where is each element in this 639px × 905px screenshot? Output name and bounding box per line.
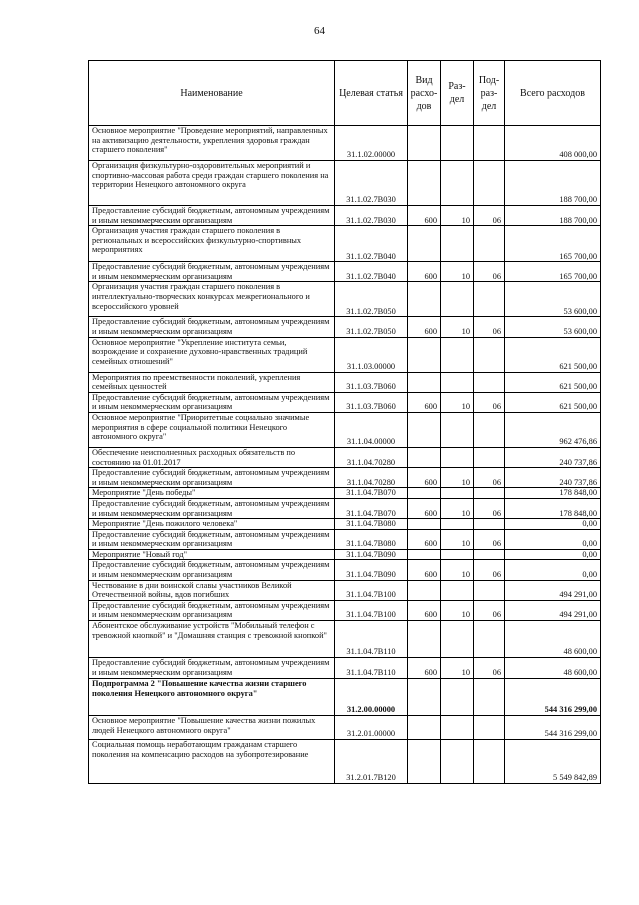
row-rashod	[408, 372, 441, 392]
row-razdel: 10	[441, 206, 474, 226]
row-rashod	[408, 488, 441, 499]
table-row	[89, 337, 601, 372]
table-row	[89, 600, 601, 620]
table-row	[89, 392, 601, 412]
row-target: 31.1.04.7В080	[335, 519, 408, 530]
row-name: Предоставление субсидий бюджетным, автономным учреждениям и иным некоммерческим организациям	[89, 658, 335, 679]
row-razdel: 10	[441, 262, 474, 282]
row-podrazdel	[474, 161, 505, 206]
row-target: 31.1.02.7В050	[335, 282, 408, 317]
row-podrazdel	[474, 126, 505, 161]
row-razdel: 10	[441, 560, 474, 580]
table-row	[89, 468, 601, 488]
row-total: 621 500,00	[505, 392, 601, 412]
row-name: Предоставление субсидий бюджетным, автономным учреждениям и иным некоммерческим организациям	[89, 262, 335, 282]
row-razdel	[441, 161, 474, 206]
row-rashod: 600	[408, 498, 441, 518]
table-row	[89, 126, 601, 161]
table-row	[89, 658, 601, 679]
row-razdel: 10	[441, 468, 474, 488]
row-podrazdel	[474, 447, 505, 467]
row-total: 188 700,00	[505, 161, 601, 206]
table-row	[89, 519, 601, 530]
table-row	[89, 206, 601, 226]
row-total: 494 291,00	[505, 600, 601, 620]
row-podrazdel: 06	[474, 600, 505, 620]
row-name: Предоставление субсидий бюджетным, автономным учреждениям и иным некоммерческим организациям	[89, 600, 335, 620]
row-name: Основное мероприятие "Повышение качества жизни пожилых людей Ненецкого автономного округа"	[89, 716, 335, 740]
row-total: 0,00	[505, 519, 601, 530]
row-name: Основное мероприятие "Приоритетные социально значимые мероприятия в сфере социальной политики Ненецкого автономного округа"	[89, 412, 335, 447]
row-total: 494 291,00	[505, 580, 601, 600]
row-target: 31.1.04.00000	[335, 412, 408, 447]
table-row	[89, 716, 601, 740]
row-target: 31.1.04.7В100	[335, 600, 408, 620]
row-rashod	[408, 549, 441, 560]
row-total: 240 737,86	[505, 468, 601, 488]
row-target: 31.2.01.00000	[335, 716, 408, 740]
row-rashod: 600	[408, 206, 441, 226]
row-name: Мероприятие "День пожилого человека"	[89, 519, 335, 530]
row-razdel	[441, 549, 474, 560]
row-razdel: 10	[441, 317, 474, 337]
row-name: Мероприятие "Новый год"	[89, 549, 335, 560]
table-row	[89, 372, 601, 392]
table-row	[89, 740, 601, 784]
row-razdel	[441, 126, 474, 161]
row-name: Организация физкультурно-оздоровительных мероприятий и спортивно-массовая работа среди граждан старшего поколения на территории Ненецкого автономного округа	[89, 161, 335, 206]
row-rashod: 600	[408, 529, 441, 549]
row-razdel: 10	[441, 600, 474, 620]
row-name: Основное мероприятие "Проведение мероприятий, направленных на активизацию деятельности, укрепления здоровья граждан старшего поколения"	[89, 126, 335, 161]
header-razdel: Раз-дел	[441, 61, 474, 126]
table-row	[89, 679, 601, 716]
row-podrazdel	[474, 337, 505, 372]
row-razdel	[441, 337, 474, 372]
row-total: 165 700,00	[505, 262, 601, 282]
row-rashod	[408, 621, 441, 658]
row-razdel: 10	[441, 658, 474, 679]
row-podrazdel	[474, 580, 505, 600]
header-podrazdel: Под-раз-дел	[474, 61, 505, 126]
row-razdel	[441, 282, 474, 317]
header-target: Целевая статья	[335, 61, 408, 126]
row-total: 48 600,00	[505, 621, 601, 658]
row-name: Организация участия граждан старшего поколения в региональных и всероссийских физкультурно-спортивных мероприятиях	[89, 226, 335, 262]
header-total: Всего расходов	[505, 61, 601, 126]
row-target: 31.1.04.70280	[335, 468, 408, 488]
row-name: Предоставление субсидий бюджетным, автономным учреждениям и иным некоммерческим организациям	[89, 317, 335, 337]
row-rashod	[408, 282, 441, 317]
row-total: 0,00	[505, 529, 601, 549]
row-podrazdel: 06	[474, 529, 505, 549]
row-razdel: 10	[441, 392, 474, 412]
row-target: 31.2.00.00000	[335, 679, 408, 716]
table-row	[89, 488, 601, 499]
row-podrazdel	[474, 621, 505, 658]
row-name: Предоставление субсидий бюджетным, автономным учреждениям и иным некоммерческим организациям	[89, 468, 335, 488]
page-number: 64	[314, 25, 325, 37]
row-rashod	[408, 226, 441, 262]
row-name: Основное мероприятие "Укрепление института семьи, возрождение и сохранение духовно-нравственных традиций семейных отношений"	[89, 337, 335, 372]
row-total: 621 500,00	[505, 337, 601, 372]
row-rashod: 600	[408, 600, 441, 620]
row-razdel	[441, 621, 474, 658]
row-podrazdel	[474, 679, 505, 716]
row-total: 178 848,00	[505, 488, 601, 499]
row-podrazdel	[474, 372, 505, 392]
row-target: 31.1.02.7В050	[335, 317, 408, 337]
table-row	[89, 447, 601, 467]
row-rashod	[408, 161, 441, 206]
row-rashod: 600	[408, 317, 441, 337]
row-target: 31.1.03.7В060	[335, 392, 408, 412]
row-podrazdel: 06	[474, 392, 505, 412]
row-name: Абонентское обслуживание устройств "Мобильный телефон с тревожной кнопкой" и "Домашняя станция с тревожной кнопкой"	[89, 621, 335, 658]
row-rashod	[408, 740, 441, 784]
table-header-row	[89, 61, 601, 126]
row-target: 31.1.04.7В070	[335, 488, 408, 499]
row-razdel	[441, 412, 474, 447]
row-target: 31.1.04.7В070	[335, 498, 408, 518]
row-total: 188 700,00	[505, 206, 601, 226]
row-podrazdel	[474, 740, 505, 784]
row-total: 0,00	[505, 560, 601, 580]
table-row	[89, 317, 601, 337]
row-podrazdel	[474, 226, 505, 262]
row-rashod: 600	[408, 262, 441, 282]
row-target: 31.1.02.7В040	[335, 262, 408, 282]
row-target: 31.1.02.7В030	[335, 206, 408, 226]
row-total: 962 476,86	[505, 412, 601, 447]
row-name: Предоставление субсидий бюджетным, автономным учреждениям и иным некоммерческим организациям	[89, 560, 335, 580]
row-target: 31.1.03.00000	[335, 337, 408, 372]
row-target: 31.1.04.70280	[335, 447, 408, 467]
table-row	[89, 580, 601, 600]
row-name: Предоставление субсидий бюджетным, автономным учреждениям и иным некоммерческим организациям	[89, 529, 335, 549]
row-podrazdel: 06	[474, 468, 505, 488]
row-target: 31.1.02.00000	[335, 126, 408, 161]
row-podrazdel	[474, 282, 505, 317]
row-target: 31.1.04.7В090	[335, 549, 408, 560]
row-target: 31.1.04.7В110	[335, 658, 408, 679]
header-rashod: Вид расхо-дов	[408, 61, 441, 126]
row-rashod: 600	[408, 468, 441, 488]
table-row	[89, 549, 601, 560]
table-row	[89, 282, 601, 317]
row-total: 53 600,00	[505, 317, 601, 337]
header-name: Наименование	[89, 61, 335, 126]
row-razdel: 10	[441, 529, 474, 549]
row-podrazdel	[474, 519, 505, 530]
row-razdel	[441, 580, 474, 600]
row-podrazdel: 06	[474, 317, 505, 337]
table-row	[89, 412, 601, 447]
row-target: 31.1.04.7В090	[335, 560, 408, 580]
row-rashod	[408, 126, 441, 161]
table-row	[89, 226, 601, 262]
row-total: 165 700,00	[505, 226, 601, 262]
row-total: 240 737,86	[505, 447, 601, 467]
row-target: 31.1.04.7В080	[335, 529, 408, 549]
row-total: 53 600,00	[505, 282, 601, 317]
row-podrazdel	[474, 549, 505, 560]
row-razdel	[441, 372, 474, 392]
row-razdel	[441, 679, 474, 716]
row-total: 621 500,00	[505, 372, 601, 392]
table-row	[89, 498, 601, 518]
row-razdel	[441, 488, 474, 499]
table-row	[89, 161, 601, 206]
row-name: Обеспечение неисполненных расходных обязательств по состоянию на 01.01.2017	[89, 447, 335, 467]
row-podrazdel: 06	[474, 206, 505, 226]
row-razdel	[441, 519, 474, 530]
row-name: Предоставление субсидий бюджетным, автономным учреждениям и иным некоммерческим организациям	[89, 206, 335, 226]
row-podrazdel: 06	[474, 498, 505, 518]
row-name: Организация участия граждан старшего поколения в интеллектуально-творческих конкурсах межрегионального и всероссийского уровней	[89, 282, 335, 317]
row-total: 0,00	[505, 549, 601, 560]
row-rashod	[408, 716, 441, 740]
row-name: Мероприятия по преемственности поколений, укрепления семейных ценностей	[89, 372, 335, 392]
row-rashod: 600	[408, 658, 441, 679]
row-target: 31.1.02.7В040	[335, 226, 408, 262]
row-total: 5 549 842,89	[505, 740, 601, 784]
row-target: 31.1.04.7В100	[335, 580, 408, 600]
budget-table	[88, 60, 601, 784]
row-rashod: 600	[408, 392, 441, 412]
row-total: 408 000,00	[505, 126, 601, 161]
row-name: Социальная помощь неработающим гражданам старшего поколения на компенсацию расходов на зубопротезирование	[89, 740, 335, 784]
row-total: 48 600,00	[505, 658, 601, 679]
row-razdel: 10	[441, 498, 474, 518]
row-podrazdel	[474, 412, 505, 447]
row-podrazdel	[474, 488, 505, 499]
row-total: 178 848,00	[505, 498, 601, 518]
row-razdel	[441, 740, 474, 784]
row-razdel	[441, 447, 474, 467]
row-target: 31.2.01.7В120	[335, 740, 408, 784]
row-total: 544 316 299,00	[505, 716, 601, 740]
row-target: 31.1.04.7В110	[335, 621, 408, 658]
row-total: 544 316 299,00	[505, 679, 601, 716]
row-name: Предоставление субсидий бюджетным, автономным учреждениям и иным некоммерческим организациям	[89, 392, 335, 412]
row-podrazdel: 06	[474, 262, 505, 282]
row-podrazdel: 06	[474, 560, 505, 580]
table-row	[89, 529, 601, 549]
row-razdel	[441, 716, 474, 740]
row-rashod	[408, 679, 441, 716]
row-rashod	[408, 412, 441, 447]
table-row	[89, 560, 601, 580]
row-name: Мероприятие "День победы"	[89, 488, 335, 499]
table-row	[89, 262, 601, 282]
row-podrazdel: 06	[474, 658, 505, 679]
row-rashod	[408, 580, 441, 600]
row-rashod: 600	[408, 560, 441, 580]
row-target: 31.1.02.7В030	[335, 161, 408, 206]
row-target: 31.1.03.7В060	[335, 372, 408, 392]
row-name: Подпрограмма 2 "Повышение качества жизни старшего поколения Ненецкого автономного округа"	[89, 679, 335, 716]
table-row	[89, 621, 601, 658]
row-name: Предоставление субсидий бюджетным, автономным учреждениям и иным некоммерческим организациям	[89, 498, 335, 518]
row-rashod	[408, 337, 441, 372]
row-rashod	[408, 447, 441, 467]
row-razdel	[441, 226, 474, 262]
row-rashod	[408, 519, 441, 530]
row-podrazdel	[474, 716, 505, 740]
row-name: Чествование в дни воинской славы участников Великой Отечественной войны, вдов погибших	[89, 580, 335, 600]
